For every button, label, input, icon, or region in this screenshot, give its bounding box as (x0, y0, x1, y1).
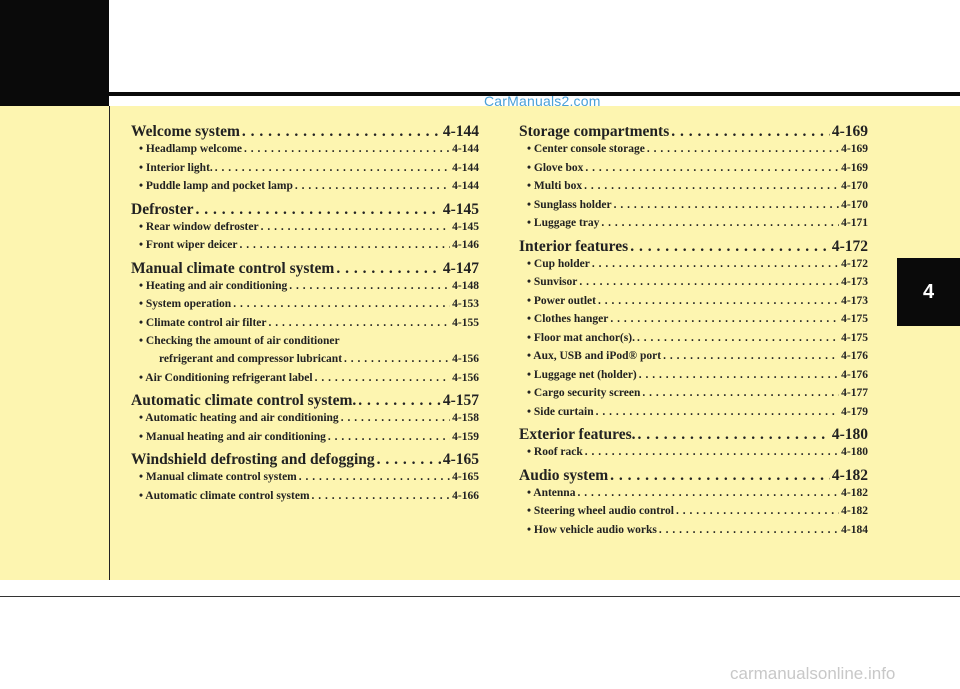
toc-entry-title: Exterior features. (519, 426, 636, 443)
toc-entry-title: • Manual heating and air conditioning (139, 431, 326, 443)
dot-leader (585, 162, 839, 174)
toc-entry-page: 4-177 (841, 387, 868, 399)
toc-entry-page: 4-173 (841, 276, 868, 288)
toc-subsection-entry[interactable] (519, 180, 868, 199)
toc-entry-page: 4-172 (841, 257, 868, 270)
dot-leader (671, 123, 830, 141)
toc-entry-title: Storage compartments (519, 123, 670, 140)
dot-leader (315, 372, 451, 384)
dot-leader (358, 392, 441, 410)
dot-leader (637, 332, 839, 344)
toc-entry-title: • Aux, USB and iPod® port (527, 350, 661, 362)
toc-section-entry[interactable] (519, 123, 868, 143)
toc-subsection-entry[interactable] (131, 335, 479, 353)
toc-entry-title: Audio system (519, 466, 609, 484)
toc-entry-title: • Luggage net (holder) (527, 369, 637, 381)
toc-entry-title: • Automatic heating and air conditioning (139, 412, 339, 424)
toc-entry-title: • Sunglass holder (527, 199, 612, 211)
footer-rule (0, 596, 960, 597)
dot-leader (196, 201, 441, 219)
toc-entry-title: • Glove box (527, 162, 583, 174)
toc-entry-page: 4-165 (442, 451, 479, 468)
toc-entry-title: • Side curtain (527, 406, 594, 418)
toc-entry-title: Manual climate control system (131, 259, 335, 277)
toc-entry-page: 4-169 (841, 161, 868, 174)
toc-entry-page: 4-180 (831, 426, 868, 443)
toc-subsection-entry[interactable] (131, 353, 479, 372)
toc-entry-title: • Center console storage (527, 143, 645, 155)
toc-entry-page: 4-182 (841, 505, 868, 517)
dot-leader (642, 387, 839, 399)
toc-entry-title: • How vehicle audio works (527, 524, 657, 536)
toc-entry-page: 4-166 (452, 489, 479, 502)
toc-entry-title: Welcome system (131, 123, 240, 140)
toc-entry-title: • Rear window defroster (139, 221, 259, 233)
toc-entry-page: 4-144 (442, 123, 479, 140)
toc-subsection-entry[interactable] (519, 313, 868, 332)
toc-entry-title: • Multi box (527, 180, 582, 192)
toc-section-entry[interactable] (519, 426, 868, 446)
toc-right-column (519, 121, 868, 542)
watermark-bottom: carmanualsonline.info (730, 664, 896, 683)
toc-entry-title: • Automatic climate control system (139, 490, 310, 502)
toc-entry-page: 4-145 (452, 220, 479, 233)
toc-entry-title: • Heating and air conditioning (139, 280, 287, 292)
dot-leader (592, 258, 839, 270)
toc-subsection-entry[interactable] (519, 487, 868, 506)
toc-entry-page: 4-169 (841, 143, 868, 155)
dot-leader (295, 180, 450, 192)
toc-entry-page: 4-156 (452, 353, 479, 365)
toc-subsection-entry[interactable] (519, 524, 868, 543)
toc-entry-page: 4-184 (841, 523, 868, 536)
toc-entry-title: Defroster (131, 200, 194, 218)
toc-subsection-entry[interactable] (519, 162, 868, 181)
toc-subsection-entry[interactable] (131, 143, 479, 162)
toc-subsection-entry[interactable] (131, 412, 479, 431)
toc-entry-title: • Roof rack (527, 446, 583, 458)
toc-entry-title: • Air Conditioning refrigerant label (139, 372, 313, 384)
corner-black-block (0, 0, 109, 106)
toc-entry-title: • Interior light. (139, 162, 213, 174)
toc-subsection-entry[interactable] (519, 446, 868, 465)
toc-subsection-entry[interactable] (519, 505, 868, 524)
toc-entry-title: • Sunvisor (527, 276, 577, 288)
toc-subsection-entry[interactable] (131, 372, 479, 391)
toc-entry-page: 4-165 (452, 471, 479, 483)
dot-leader (239, 239, 450, 251)
toc-section-entry[interactable] (519, 467, 868, 487)
toc-entry-title: • Luggage tray (527, 217, 599, 229)
toc-subsection-entry[interactable] (519, 217, 868, 236)
toc-entry-page: 4-159 (452, 430, 479, 443)
toc-entry-page: 4-144 (452, 143, 479, 155)
toc-subsection-entry[interactable] (131, 471, 479, 490)
toc-entry-page: 4-144 (452, 161, 479, 174)
dot-leader (377, 451, 441, 469)
toc-subsection-entry[interactable] (131, 298, 479, 317)
toc-subsection-entry[interactable] (519, 350, 868, 369)
dot-leader (638, 426, 830, 444)
toc-entry-page: 4-173 (841, 294, 868, 307)
toc-entry-title: • Checking the amount of air conditioner (139, 335, 340, 347)
dot-leader (328, 431, 450, 443)
toc-entry-title: Interior features (519, 237, 629, 255)
toc-section-entry[interactable] (131, 451, 479, 471)
toc-subsection-entry[interactable] (519, 369, 868, 388)
toc-entry-page: 4-156 (452, 371, 479, 384)
toc-entry-page: 4-158 (452, 412, 479, 424)
toc-entry-page: 4-179 (841, 405, 868, 418)
toc-entry-page: 4-170 (841, 180, 868, 192)
toc-subsection-entry[interactable] (519, 199, 868, 218)
dot-leader (242, 123, 441, 141)
dot-leader (647, 143, 839, 155)
dot-leader (663, 350, 839, 362)
toc-section-entry[interactable] (131, 392, 479, 412)
toc-subsection-entry[interactable] (519, 406, 868, 425)
toc-subsection-entry[interactable] (519, 332, 868, 351)
toc-entry-page: 4-148 (452, 279, 479, 292)
toc-left-column (131, 121, 479, 508)
toc-entry-page: 4-182 (841, 486, 868, 499)
toc-entry-page: 4-144 (452, 180, 479, 192)
toc-subsection-entry[interactable] (519, 276, 868, 295)
dot-leader (341, 412, 450, 424)
toc-entry-page: 4-171 (841, 217, 868, 229)
toc-subsection-entry[interactable] (519, 143, 868, 162)
toc-entry-title: • Puddle lamp and pocket lamp (139, 180, 293, 192)
dot-leader (630, 238, 830, 256)
dot-leader (312, 490, 451, 502)
toc-entry-page: 4-145 (442, 200, 479, 218)
toc-entry-title: • Front wiper deicer (139, 239, 237, 251)
toc-entry-page: 4-146 (452, 239, 479, 251)
toc-subsection-entry[interactable] (131, 162, 479, 181)
toc-subsection-entry[interactable] (519, 258, 868, 277)
toc-entry-title: • Manual climate control system (139, 471, 297, 483)
dot-leader (269, 317, 451, 329)
watermark-top: CarManuals2.com (484, 93, 601, 109)
dot-leader (596, 406, 840, 418)
dot-leader (244, 143, 450, 155)
toc-entry-title: • Floor mat anchor(s). (527, 332, 635, 344)
dot-leader (676, 505, 839, 517)
toc-entry-title: • Cargo security screen (527, 387, 640, 399)
toc-entry-page: 4-180 (841, 446, 868, 458)
toc-entry-title: • Antenna (527, 487, 575, 499)
toc-entry-page: 4-176 (841, 368, 868, 381)
dot-leader (614, 199, 840, 211)
toc-entry-page: 4-147 (442, 259, 479, 277)
toc-entry-title: • System operation (139, 298, 231, 310)
toc-entry-page: 4-182 (831, 466, 868, 484)
toc-subsection-entry[interactable] (131, 239, 479, 258)
toc-entry-title: refrigerant and compressor lubricant (159, 353, 343, 365)
toc-entry-title: • Headlamp welcome (139, 143, 242, 155)
toc-entry-page: 4-175 (841, 313, 868, 325)
toc-entry-page: 4-172 (831, 237, 868, 255)
toc-section-entry[interactable] (519, 238, 868, 258)
toc-section-entry[interactable] (131, 260, 479, 280)
dot-leader (344, 353, 450, 365)
toc-entry-title: Automatic climate control system. (131, 392, 357, 409)
toc-entry-page: 4-153 (452, 298, 479, 310)
toc-subsection-entry[interactable] (131, 221, 479, 240)
toc-entry-title: • Climate control air filter (139, 317, 267, 329)
dot-leader (289, 280, 450, 292)
dot-leader (601, 217, 839, 229)
toc-entry-title: • Cup holder (527, 258, 590, 270)
chapter-tab: 4 (897, 258, 960, 326)
toc-subsection-entry[interactable] (519, 295, 868, 314)
toc-entry-page: 4-155 (452, 316, 479, 329)
toc-entry-page: 4-176 (841, 350, 868, 362)
toc-entry-title: • Clothes hanger (527, 313, 608, 325)
toc-entry-page: 4-157 (442, 392, 479, 409)
toc-subsection-entry[interactable] (131, 317, 479, 336)
dot-leader (584, 180, 839, 192)
toc-subsection-entry[interactable] (131, 431, 479, 450)
dot-leader (639, 369, 839, 381)
toc-entry-title: Windshield defrosting and defogging (131, 451, 375, 468)
left-margin-strip (0, 106, 110, 580)
toc-subsection-entry[interactable] (131, 490, 479, 509)
toc-subsection-entry[interactable] (131, 280, 479, 299)
toc-entry-title: • Power outlet (527, 295, 596, 307)
dot-leader (610, 467, 830, 485)
dot-leader (598, 295, 839, 307)
dot-leader (659, 524, 839, 536)
dot-leader (215, 162, 450, 174)
toc-subsection-entry[interactable] (519, 387, 868, 406)
dot-leader (610, 313, 839, 325)
dot-leader (577, 487, 839, 499)
dot-leader (579, 276, 839, 288)
dot-leader (299, 471, 450, 483)
dot-leader (336, 260, 440, 278)
toc-subsection-entry[interactable] (131, 180, 479, 199)
dot-leader (261, 221, 451, 233)
dot-leader (233, 298, 450, 310)
toc-entry-title: • Steering wheel audio control (527, 505, 674, 517)
toc-section-entry[interactable] (131, 201, 479, 221)
toc-entry-page: 4-169 (831, 123, 868, 140)
toc-entry-page: 4-175 (841, 331, 868, 344)
dot-leader (585, 446, 839, 458)
toc-entry-page: 4-170 (841, 198, 868, 211)
toc-section-entry[interactable] (131, 123, 479, 143)
